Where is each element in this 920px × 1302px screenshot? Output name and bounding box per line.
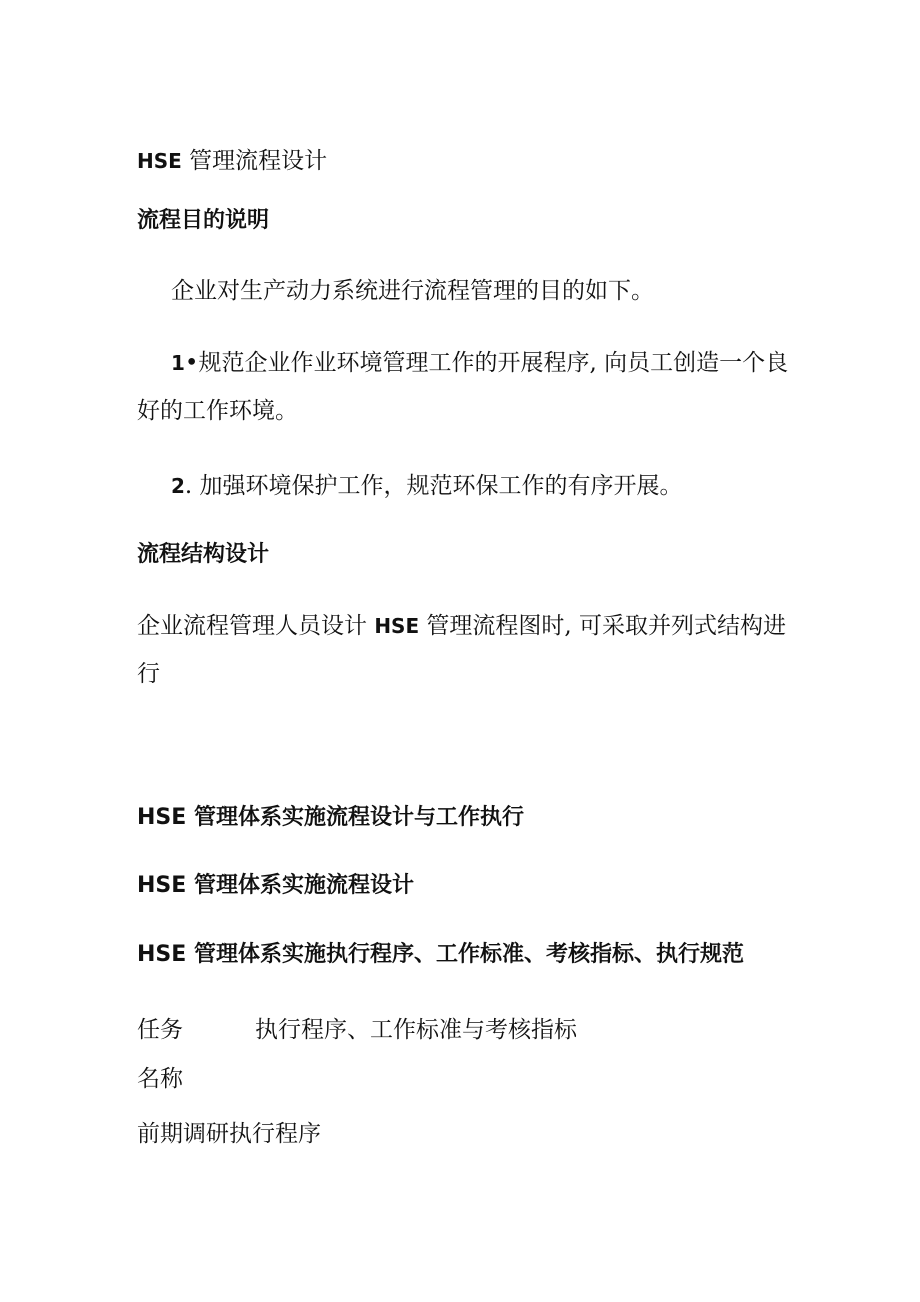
purpose-item-2 — [171, 471, 683, 501]
purpose-item-1-line-1 — [171, 348, 788, 378]
item-1-number: 1 — [171, 351, 185, 375]
structure-text-line-1 — [137, 611, 786, 641]
structure-text-part-2: 管理流程图时, 可采取并列式结构进 — [419, 613, 787, 639]
heading-implementation-design-execution: HSE 管理体系实施流程设计与工作执行 — [137, 805, 524, 830]
section-heading-purpose: 流程目的说明 — [137, 208, 270, 233]
table-header-col1-line-2: 名称 — [137, 1066, 183, 1092]
item-2-text: . 加强环境保护工作，规范环保工作的有序开展。 — [184, 473, 683, 499]
title-hse: HSE — [137, 149, 182, 173]
table-header-col2: 执行程序、工作标准与考核指标 — [255, 1017, 577, 1043]
purpose-item-1-line-2: 好的工作环境。 — [137, 398, 298, 424]
structure-text-line-2: 行 — [137, 661, 160, 687]
structure-text-hse: HSE — [374, 614, 420, 638]
document-title — [137, 146, 327, 176]
purpose-intro: 企业对生产动力系统进行流程管理的目的如下。 — [171, 278, 654, 304]
item-2-number: 2 — [171, 474, 185, 498]
heading-implementation-standards: HSE 管理体系实施执行程序、工作标准、考核指标、执行规范 — [137, 942, 744, 967]
structure-text-part-1: 企业流程管理人员设计 — [137, 613, 375, 639]
row-1-label: 前期调研执行程序 — [137, 1121, 321, 1147]
section-heading-structure: 流程结构设计 — [137, 542, 270, 567]
heading-implementation-design: HSE 管理体系实施流程设计 — [137, 873, 414, 898]
item-1-text: •规范企业作业环境管理工作的开展程序, 向员工创造一个良 — [184, 350, 789, 376]
title-rest: 管理流程设计 — [181, 148, 328, 174]
table-header-col1-line-1: 任务 — [137, 1017, 183, 1043]
